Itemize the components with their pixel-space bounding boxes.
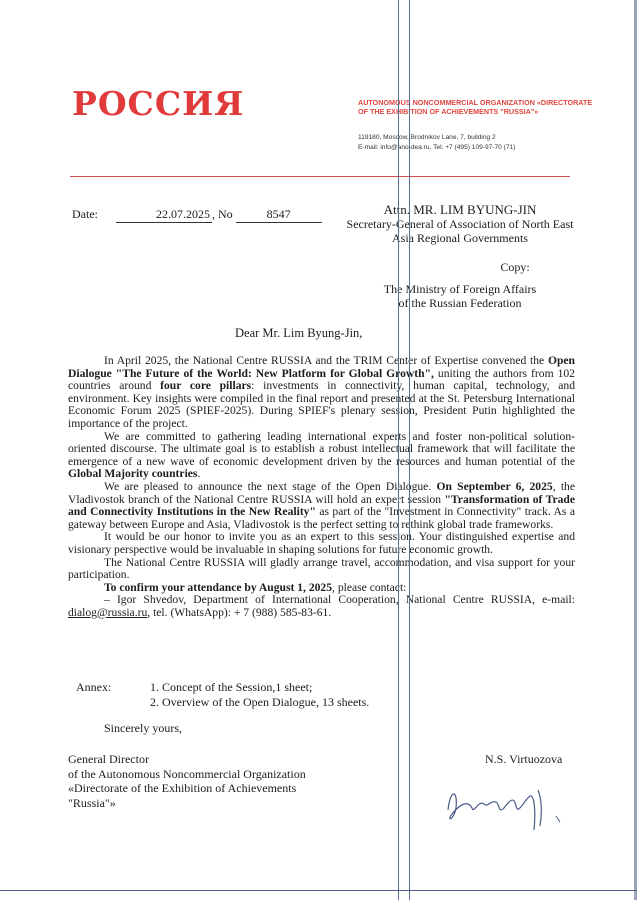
date-number-row: Date: 22.07.2025 , No 8547 [72, 207, 322, 223]
signer-name: N.S. Virtuozova [485, 752, 563, 766]
copy-label: Copy: [500, 260, 530, 274]
paragraph-4: It would be our honor to invite you as an expert to this session. Your distinguished expertise and visionary perspective would be invaluable in shaping solutions for future economic growth. [68, 530, 575, 556]
organization-name: AUTONOMOUS NONCOMMERCIAL ORGANIZATION «DIRECTORATE OF THE EXHIBITION OF ACHIEVEMENTS "RUSSIA"» [358, 98, 593, 116]
signatory-title-block [68, 752, 348, 810]
signature-mark [556, 816, 560, 822]
copy-recipient-line-2: of the Russian Federation [398, 296, 522, 310]
organization-address: 119180, Moscow, Brodnikov Lane, 7, building 2 [358, 134, 496, 141]
paragraph-2: We are committed to gathering leading international experts and foster non-political solution-oriented discourse. The ultimate goal is to establish a robust intellectual framework that will facilitate the emergence of a new wave of economic development driven by the resources and human potential of the Global Majority countries. [68, 429, 575, 481]
signatory-title-line-2: of the Autonomous Noncommercial Organization [68, 766, 306, 781]
signatory-title-line-1: General Director [68, 752, 149, 766]
annex-list [150, 680, 450, 710]
annex-label: Annex: [76, 680, 112, 694]
signature-stroke [448, 790, 541, 830]
addressee-name: Attn. MR. LIM BYUNG-JIN [383, 202, 537, 217]
paragraph-6: To confirm your attendance by August 1, 2025, please contact: [104, 580, 407, 594]
paragraph-5: The National Centre RUSSIA will gladly arrange travel, accommodation, and visa support for your participation. [68, 555, 575, 582]
letter-body [68, 355, 575, 619]
annex-item: 1. Concept of the Session,1 sheet; [150, 680, 313, 694]
scan-fold-line [398, 0, 399, 900]
scan-fold-line [409, 0, 410, 900]
signatory-title-line-3: «Directorate of the Exhibition of Achievements [68, 781, 297, 795]
number-label: No [218, 207, 233, 221]
organization-email-phone: E-mail: info@ano-dea.ru, Tel: +7 (495) 109-97-70 (71) [358, 143, 516, 151]
paragraph-3: We are pleased to announce the next stage of the Open Dialogue. On September 6, 2025, the Vladivostok branch of the National Centre RUSSIA will hold an expert session "Transformation of Trade and Connectivity Institutions in the New Reality" as part of the "Investment in Connectivity" track. As a gateway between Europe and Asia, Vladivostok is the perfect setting to rethink global trade frameworks. [68, 479, 576, 531]
copy-recipient-line-1: The Ministry of Foreign Affairs [383, 282, 537, 296]
paragraph-1: In April 2025, the National Centre RUSSIA and the TRIM Center of Expertise convened the Open Dialogue "The Future of the World: New Platform for Global Growth", uniting the authors from 102 countries around four core pillars: investments in connectivity, human capital, technology, and environment. Key insights were compiled in the final report and presented at the St. Petersburg International Economic Forum 2025 (SPIEF-2025). During SPIEF's plenary session, President Putin highlighted the importance of the project. [68, 354, 575, 430]
contact-email-link[interactable]: dialog@russia.ru [68, 605, 148, 619]
scan-edge-bottom [0, 890, 637, 891]
russia-logo: РОССИЯ [72, 84, 245, 123]
addressee-title: Secretary-General of Association of North East Asia Regional Governments [346, 217, 574, 245]
document-number: 8547 [236, 207, 322, 223]
copy-block [336, 260, 584, 310]
date-label: Date: [72, 207, 98, 221]
greeting: Dear Mr. Lim Byung-Jin, [235, 326, 363, 340]
annex-item: 2. Overview of the Open Dialogue, 13 sheets. [150, 695, 370, 709]
date-value: 22.07.2025 [116, 207, 212, 223]
addressee-block [336, 203, 584, 245]
signatory-title-line-4: "Russia"» [68, 795, 116, 810]
organization-contact [358, 133, 603, 152]
letterhead-divider [70, 176, 570, 177]
contact-person-line: – Igor Shvedov, Department of International Cooperation, National Centre RUSSIA, e-mail: dialog@russia.ru, tel. (WhatsApp): + 7 (988) 585-83-61. [68, 593, 575, 619]
handwritten-signature [438, 770, 568, 840]
closing-phrase: Sincerely yours, [104, 721, 182, 735]
